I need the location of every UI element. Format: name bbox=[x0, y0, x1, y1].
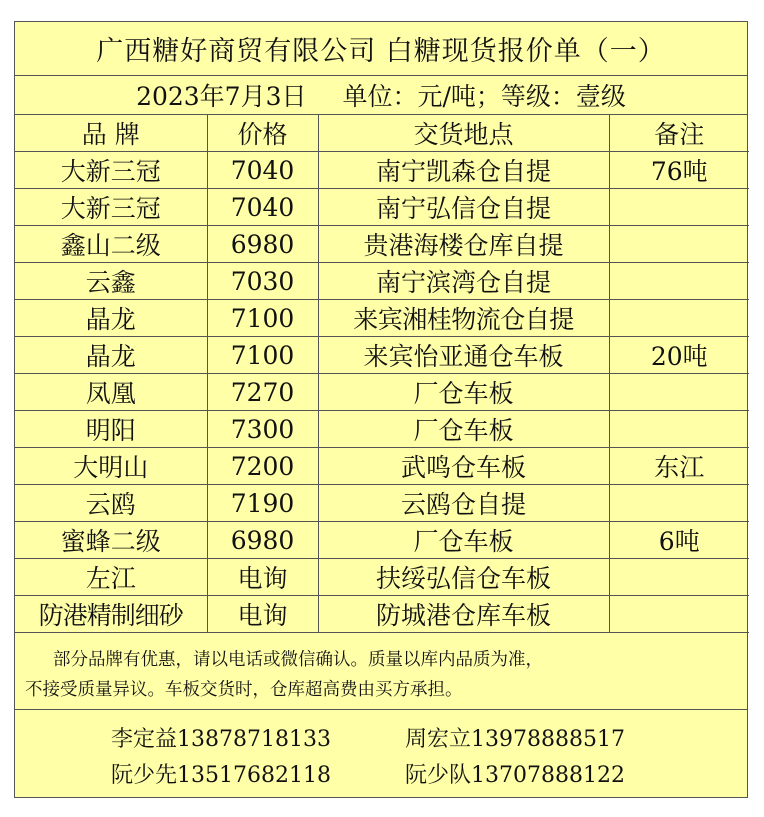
location-cell: 扶绥弘信仓车板 bbox=[318, 559, 609, 596]
note-cell: 20吨 bbox=[609, 337, 749, 374]
note-cell bbox=[609, 485, 749, 522]
table-row bbox=[15, 448, 749, 485]
table-row bbox=[15, 300, 749, 337]
location-cell: 南宁滨湾仓自提 bbox=[318, 263, 609, 300]
table-row bbox=[15, 226, 749, 263]
note-cell: 东江 bbox=[609, 448, 749, 485]
table-header-row bbox=[15, 115, 749, 152]
brand-cell: 大新三冠 bbox=[15, 152, 207, 189]
table-row bbox=[15, 189, 749, 226]
note-cell: 6吨 bbox=[609, 522, 749, 559]
note-cell bbox=[609, 263, 749, 300]
location-cell: 厂仓车板 bbox=[318, 374, 609, 411]
location-cell: 南宁凯森仓自提 bbox=[318, 152, 609, 189]
location-cell: 厂仓车板 bbox=[318, 522, 609, 559]
location-cell: 厂仓车板 bbox=[318, 411, 609, 448]
price-cell: 6980 bbox=[207, 522, 318, 559]
sheet-subtitle bbox=[15, 76, 747, 115]
note-cell: 76吨 bbox=[609, 152, 749, 189]
sheet-title: 广西糖好商贸有限公司 白糖现货报价单（一） bbox=[15, 22, 747, 76]
contacts bbox=[15, 710, 747, 794]
column-header-note: 备注 bbox=[609, 115, 749, 152]
price-cell: 7300 bbox=[207, 411, 318, 448]
notes bbox=[15, 633, 747, 710]
table-row bbox=[15, 263, 749, 300]
table-row bbox=[15, 485, 749, 522]
brand-cell: 左江 bbox=[15, 559, 207, 596]
brand-cell: 晶龙 bbox=[15, 337, 207, 374]
brand-cell: 防港精制细砂 bbox=[15, 596, 207, 633]
location-cell: 来宾湘桂物流仓自提 bbox=[318, 300, 609, 337]
note-cell bbox=[609, 559, 749, 596]
table-row bbox=[15, 374, 749, 411]
note-cell bbox=[609, 596, 749, 633]
column-header-brand: 品 牌 bbox=[15, 115, 207, 152]
brand-cell: 蜜蜂二级 bbox=[15, 522, 207, 559]
contact-row bbox=[111, 758, 747, 794]
brand-cell: 云鸥 bbox=[15, 485, 207, 522]
column-header-location: 交货地点 bbox=[318, 115, 609, 152]
price-sheet bbox=[14, 21, 748, 798]
table-row bbox=[15, 559, 749, 596]
notes-line-1: 部分品牌有优惠，请以电话或微信确认。质量以库内品质为准， bbox=[53, 650, 543, 670]
contact-entry: 阮少先13517682118 bbox=[111, 763, 331, 788]
location-cell: 云鸥仓自提 bbox=[318, 485, 609, 522]
brand-cell: 云鑫 bbox=[15, 263, 207, 300]
brand-cell: 大明山 bbox=[15, 448, 207, 485]
price-cell: 7030 bbox=[207, 263, 318, 300]
table-row bbox=[15, 337, 749, 374]
unit-grade: 单位：元/吨；等级：壹级 bbox=[342, 82, 626, 111]
price-cell: 7100 bbox=[207, 300, 318, 337]
location-cell: 贵港海楼仓库自提 bbox=[318, 226, 609, 263]
table-row bbox=[15, 152, 749, 189]
brand-cell: 大新三冠 bbox=[15, 189, 207, 226]
note-cell bbox=[609, 300, 749, 337]
price-cell: 7270 bbox=[207, 374, 318, 411]
quote-date: 2023年7月3日 bbox=[136, 82, 307, 111]
brand-cell: 晶龙 bbox=[15, 300, 207, 337]
contact-entry: 周宏立13978888517 bbox=[405, 727, 625, 752]
contact-entry: 李定益13878718133 bbox=[111, 727, 331, 752]
location-cell: 武鸣仓车板 bbox=[318, 448, 609, 485]
table-row bbox=[15, 522, 749, 559]
price-cell: 7040 bbox=[207, 152, 318, 189]
price-cell: 7100 bbox=[207, 337, 318, 374]
location-cell: 南宁弘信仓自提 bbox=[318, 189, 609, 226]
column-header-price: 价格 bbox=[207, 115, 318, 152]
price-cell: 6980 bbox=[207, 226, 318, 263]
table-row bbox=[15, 596, 749, 633]
price-table bbox=[15, 115, 749, 633]
table-body bbox=[15, 152, 749, 633]
note-cell bbox=[609, 189, 749, 226]
contact-entry: 阮少队13707888122 bbox=[405, 763, 625, 788]
price-cell: 7190 bbox=[207, 485, 318, 522]
note-cell bbox=[609, 374, 749, 411]
brand-cell: 凤凰 bbox=[15, 374, 207, 411]
brand-cell: 鑫山二级 bbox=[15, 226, 207, 263]
brand-cell: 明阳 bbox=[15, 411, 207, 448]
price-cell: 7200 bbox=[207, 448, 318, 485]
price-cell: 电询 bbox=[207, 596, 318, 633]
price-cell: 7040 bbox=[207, 189, 318, 226]
note-cell bbox=[609, 411, 749, 448]
location-cell: 来宾怡亚通仓车板 bbox=[318, 337, 609, 374]
price-cell: 电询 bbox=[207, 559, 318, 596]
table-row bbox=[15, 411, 749, 448]
contact-row bbox=[111, 722, 747, 758]
notes-line-2: 不接受质量异议。车板交货时，仓库超高费由买方承担。 bbox=[25, 680, 463, 700]
location-cell: 防城港仓库车板 bbox=[318, 596, 609, 633]
note-cell bbox=[609, 226, 749, 263]
